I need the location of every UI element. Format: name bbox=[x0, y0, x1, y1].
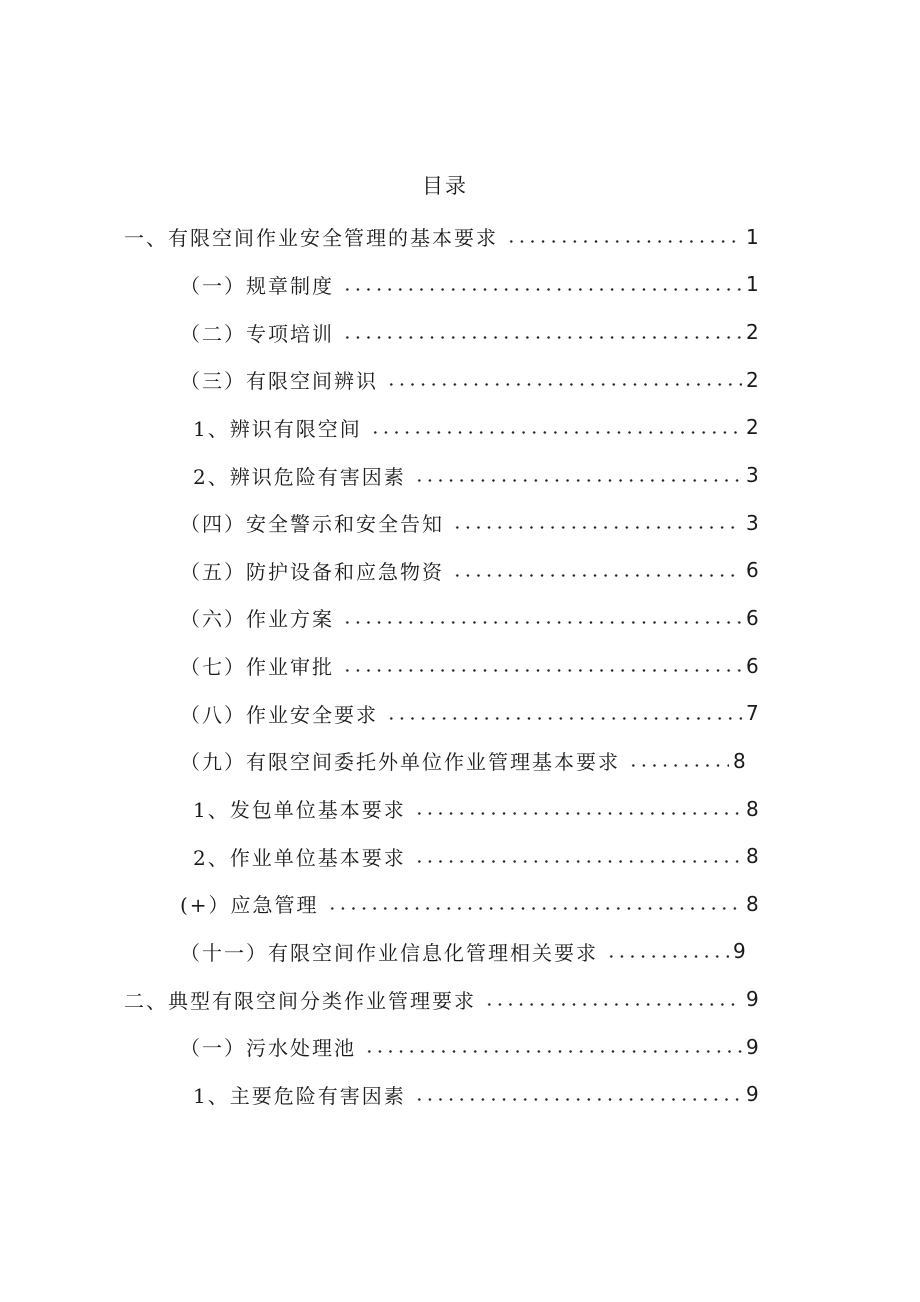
toc-entry-label: （四）安全警示和安全告知 bbox=[180, 512, 444, 537]
toc-entry[interactable] bbox=[0, 785, 920, 833]
toc-entry-label: （五）防护设备和应急物资 bbox=[180, 559, 444, 584]
dot-leader bbox=[414, 812, 742, 815]
dot-leader bbox=[370, 431, 742, 434]
toc-entry-label: （一）污水处理池 bbox=[180, 1036, 356, 1061]
toc-title: 目录 bbox=[422, 174, 468, 198]
toc-entry[interactable] bbox=[0, 451, 920, 499]
toc-entry-page: 9 bbox=[746, 1034, 759, 1059]
toc-entry[interactable] bbox=[0, 1023, 920, 1071]
toc-entry-page: 6 bbox=[746, 558, 759, 583]
toc-entry-page: 2 bbox=[746, 415, 759, 440]
toc-entry[interactable] bbox=[0, 642, 920, 690]
toc-entry-page: 9 bbox=[746, 987, 759, 1012]
toc-entry[interactable] bbox=[0, 308, 920, 356]
toc-entry[interactable] bbox=[0, 356, 920, 404]
toc-entry-label: （三）有限空间辨识 bbox=[180, 369, 378, 394]
toc-entry-page: 9 bbox=[733, 939, 746, 964]
toc-entry-page: 8 bbox=[746, 796, 759, 821]
toc-entry[interactable] bbox=[0, 499, 920, 547]
toc-entry[interactable] bbox=[0, 594, 920, 642]
dot-leader bbox=[414, 860, 742, 863]
toc-entry-label: 1、辨识有限空间 bbox=[193, 416, 362, 441]
dot-leader bbox=[386, 383, 742, 386]
toc-entry-page: 2 bbox=[746, 320, 759, 345]
toc-entry[interactable] bbox=[0, 261, 920, 309]
dot-leader bbox=[484, 1003, 742, 1006]
toc-entry[interactable] bbox=[0, 975, 920, 1023]
toc-entry[interactable] bbox=[0, 404, 920, 452]
toc-entry[interactable] bbox=[0, 880, 920, 928]
toc-entry[interactable] bbox=[0, 546, 920, 594]
toc-entry[interactable] bbox=[0, 928, 920, 976]
toc-list bbox=[0, 213, 920, 1118]
toc-entry-label: 1、主要危险有害因素 bbox=[193, 1083, 406, 1108]
toc-entry-label: （二）专项培训 bbox=[180, 321, 334, 346]
toc-entry[interactable] bbox=[0, 213, 920, 261]
dot-leader bbox=[364, 1050, 742, 1053]
dot-leader bbox=[452, 574, 742, 577]
toc-entry-page: 6 bbox=[746, 653, 759, 678]
toc-entry-label: 一、有限空间作业安全管理的基本要求 bbox=[124, 226, 498, 251]
toc-entry-label: 二、典型有限空间分类作业管理要求 bbox=[124, 988, 476, 1013]
toc-entry-label: （六）作业方案 bbox=[180, 607, 334, 632]
dot-leader bbox=[452, 526, 742, 529]
toc-entry-label: 1、发包单位基本要求 bbox=[193, 798, 406, 822]
toc-entry[interactable] bbox=[0, 1071, 920, 1119]
toc-entry[interactable] bbox=[0, 737, 920, 785]
toc-entry-label: （九）有限空间委托外单位作业管理基本要求 bbox=[180, 750, 620, 775]
dot-leader bbox=[606, 955, 729, 958]
toc-entry-label: （七）作业审批 bbox=[180, 655, 334, 680]
toc-entry-page: 3 bbox=[746, 510, 759, 535]
dot-leader bbox=[628, 764, 729, 767]
toc-entry[interactable] bbox=[0, 832, 920, 880]
dot-leader bbox=[342, 288, 742, 291]
toc-entry-page: 6 bbox=[746, 605, 759, 630]
toc-entry-page: 1 bbox=[746, 272, 759, 297]
dot-leader bbox=[342, 336, 742, 339]
toc-entry-label: （一）规章制度 bbox=[180, 273, 334, 298]
dot-leader bbox=[342, 669, 742, 672]
toc-entry-page: 8 bbox=[746, 844, 759, 869]
toc-entry-page: 7 bbox=[746, 701, 759, 726]
toc-entry-page: 1 bbox=[746, 224, 759, 249]
toc-entry-page: 2 bbox=[746, 367, 759, 392]
dot-leader bbox=[414, 479, 742, 482]
dot-leader bbox=[386, 717, 742, 720]
toc-entry-label: （十一）有限空间作业信息化管理相关要求 bbox=[180, 940, 598, 965]
toc-entry[interactable] bbox=[0, 689, 920, 737]
toc-entry-page: 8 bbox=[733, 748, 746, 773]
toc-entry-label: 2、作业单位基本要求 bbox=[193, 845, 406, 870]
dot-leader bbox=[414, 1098, 742, 1101]
toc-entry-label: 2、辨识危险有害因素 bbox=[193, 464, 406, 489]
toc-entry-page: 3 bbox=[746, 463, 759, 488]
toc-entry-page: 9 bbox=[746, 1082, 759, 1107]
dot-leader bbox=[506, 240, 742, 243]
toc-entry-label: (+）应急管理 bbox=[180, 893, 319, 918]
toc-entry-label: （八）作业安全要求 bbox=[180, 702, 378, 727]
dot-leader bbox=[342, 621, 742, 624]
toc-entry-page: 8 bbox=[746, 891, 759, 916]
dot-leader bbox=[327, 907, 742, 910]
